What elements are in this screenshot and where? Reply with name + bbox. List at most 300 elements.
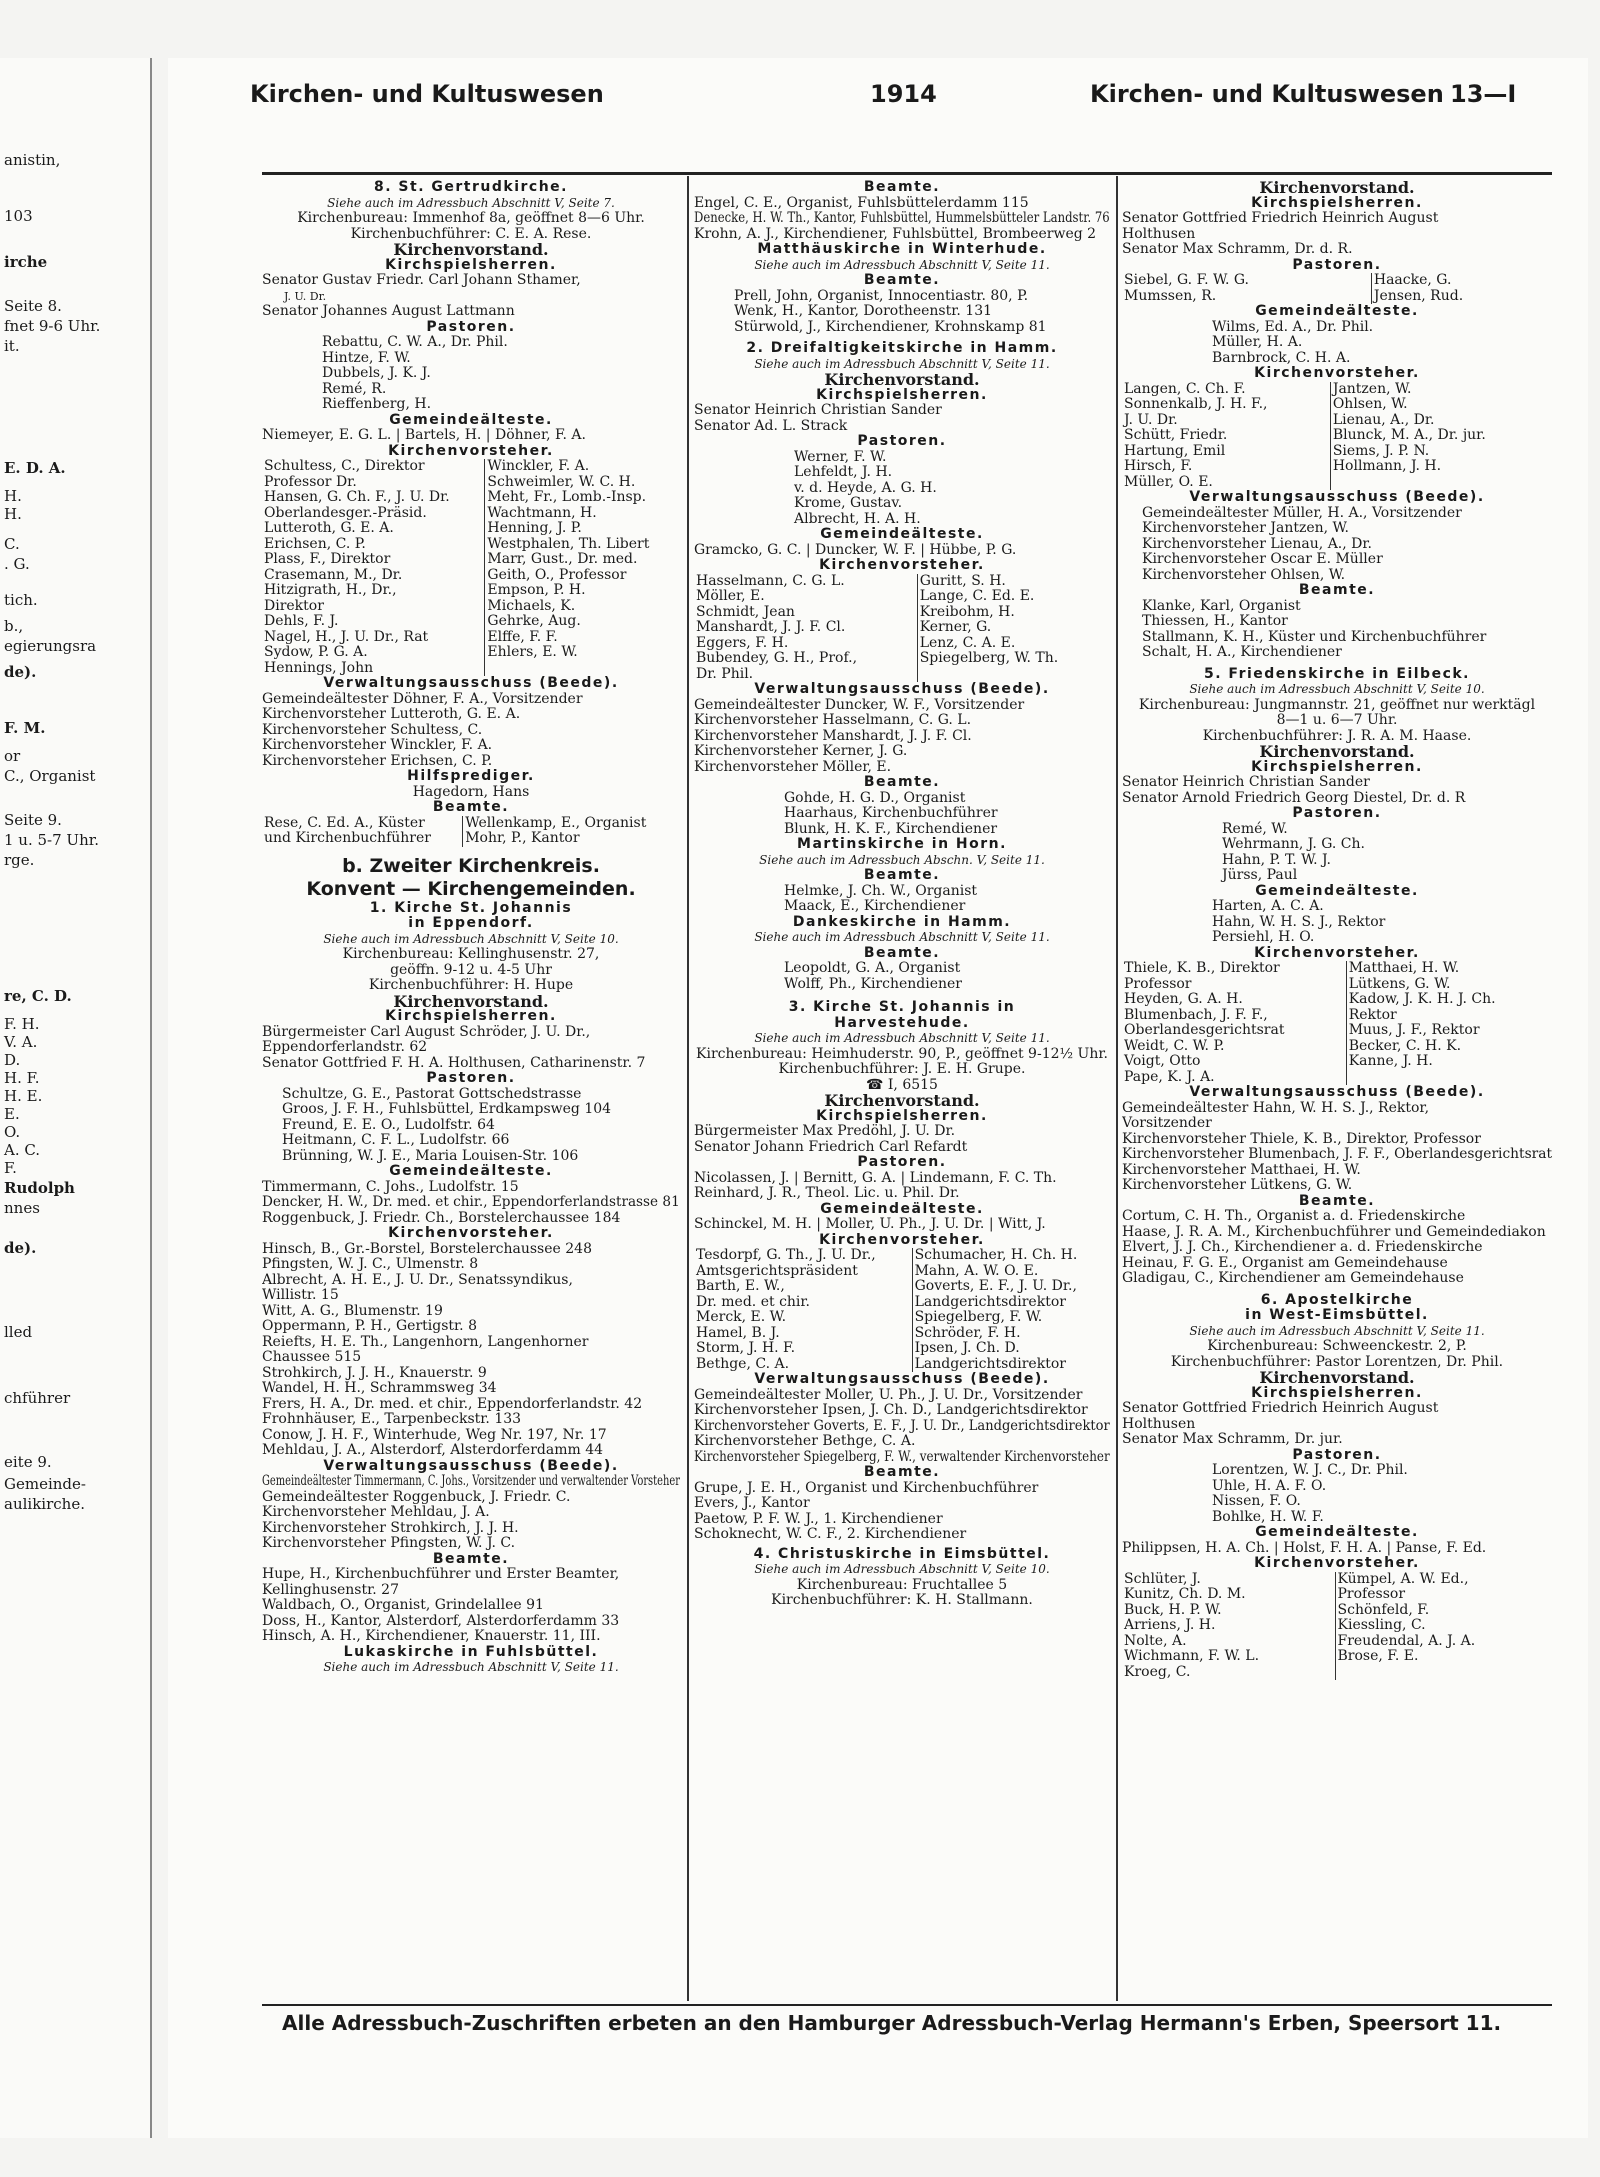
church-reference: Siehe auch im Adressbuch Abschnitt V, Seite 11. bbox=[1189, 1323, 1485, 1338]
list-entry: Gemeindeältester Döhner, F. A., Vorsitzender bbox=[262, 690, 583, 707]
list-entry: Kirchenvorsteher Lienau, A., Dr. bbox=[1142, 535, 1372, 552]
list-entry: Wehrmann, J. G. Ch. bbox=[1222, 836, 1365, 852]
entry-line: J. U. Dr. bbox=[284, 289, 327, 303]
list-entry: Professor bbox=[1124, 975, 1192, 992]
fragment-line: Seite 8. bbox=[4, 297, 62, 315]
list-entry: Landgerichtsdirektor bbox=[912, 1357, 1110, 1373]
list-entry: Henning, J. P. bbox=[485, 521, 680, 537]
list-entry: Jensen, Rud. bbox=[1371, 289, 1552, 305]
list-entry: Kadow, J. K. H. J. Ch. bbox=[1346, 992, 1552, 1008]
name-list bbox=[1122, 1101, 1552, 1194]
list-entry: Kirchenvorsteher Pfingsten, W. J. C. bbox=[262, 1535, 516, 1551]
list-entry: Goverts, E. F., J. U. Dr., bbox=[912, 1279, 1110, 1295]
name-list bbox=[1122, 775, 1552, 806]
church-reference: Siehe auch im Adressbuch Abschnitt V, Seite 11. bbox=[754, 356, 1050, 371]
fragment-line: Gemeinde- bbox=[4, 1475, 86, 1493]
subsection-heading: Kirchenvorsteher. bbox=[819, 557, 985, 573]
two-column-list bbox=[262, 816, 680, 847]
list-entry: Barnbrock, C. H. A. bbox=[1212, 349, 1351, 366]
list-entry: Crasemann, M., Dr. bbox=[264, 566, 403, 583]
list-entry: Werner, F. W. bbox=[794, 448, 887, 465]
list-entry: Bethge, C. A. bbox=[696, 1355, 790, 1372]
column-2 bbox=[694, 180, 1110, 2000]
list-entry: Kanne, J. H. bbox=[1346, 1054, 1552, 1070]
list-entry: Amtsgerichtspräsident bbox=[696, 1262, 858, 1279]
list-entry: Hitzigrath, H., Dr., bbox=[264, 582, 397, 598]
name-list bbox=[262, 1242, 680, 1459]
name-list bbox=[694, 1481, 1110, 1543]
fragment-line: lled bbox=[4, 1323, 33, 1341]
list-entry: Schultze, G. E., Pastorat Gottschedstrasse bbox=[282, 1085, 582, 1102]
subsection-heading: Pastoren. bbox=[1292, 256, 1382, 273]
list-entry: Kirchenvorsteher Kerner, J. G. bbox=[694, 743, 908, 759]
fragment-line: E. bbox=[4, 1105, 20, 1123]
entry-line: Philippsen, H. A. Ch. | Holst, F. H. A. | Panse, F. Ed. bbox=[1122, 1539, 1487, 1556]
column-divider-2 bbox=[1116, 176, 1118, 2001]
list-entry: Langen, C. Ch. F. bbox=[1124, 380, 1246, 397]
list-entry: Hennings, John bbox=[264, 659, 374, 676]
fragment-line: or bbox=[4, 747, 21, 765]
list-entry: Siems, J. P. N. bbox=[1330, 444, 1552, 460]
column-divider-1 bbox=[687, 176, 689, 2001]
list-entry: Elffe, F. F. bbox=[485, 630, 680, 646]
name-list bbox=[1122, 506, 1552, 584]
two-column-list bbox=[1122, 382, 1552, 491]
fragment-line: V. A. bbox=[4, 1033, 38, 1051]
list-entry: Gemeindeältester Timmermann, C. Johs., Vorsitzender und verwaltender Vorsteher bbox=[262, 1473, 680, 1489]
list-entry: Gemeindeältester Duncker, W. F., Vorsitzender bbox=[694, 696, 1025, 713]
list-entry: Freund, E. E. O., Ludolfstr. 64 bbox=[282, 1116, 495, 1133]
list-entry: Dr. med. et chir. bbox=[696, 1293, 811, 1310]
two-column-list bbox=[694, 574, 1110, 683]
list-entry: Senator Max Schramm, Dr. jur. bbox=[1122, 1431, 1343, 1447]
two-column-list bbox=[1122, 1572, 1552, 1681]
list-entry: Kirchenvorsteher Winckler, F. A. bbox=[262, 737, 493, 753]
list-entry: Paetow, P. F. W. J., 1. Kirchendiener bbox=[694, 1510, 943, 1527]
subsection-heading: Pastoren. bbox=[857, 1154, 947, 1170]
list-entry: Rebattu, C. W. A., Dr. Phil. bbox=[322, 334, 508, 350]
name-list bbox=[262, 1567, 680, 1645]
list-entry: Ohlsen, W. bbox=[1330, 397, 1552, 413]
church-reference: Siehe auch im Adressbuch Abschnitt V, Seite 10. bbox=[1189, 682, 1485, 696]
name-list bbox=[262, 692, 680, 770]
two-column-list bbox=[1122, 961, 1552, 1085]
subsection-heading: Kirchenvorsteher. bbox=[819, 1231, 985, 1248]
list-entry: Ipsen, J. Ch. D. bbox=[912, 1341, 1110, 1357]
list-entry: Hirsch, F. bbox=[1124, 458, 1193, 474]
church-bookkeeper: Kirchenbuchführer: J. R. A. M. Haase. bbox=[1202, 727, 1472, 744]
list-entry: Kirchenvorsteher Schultess, C. bbox=[262, 721, 483, 738]
list-entry: Kirchenvorsteher Erichsen, C. P. bbox=[262, 752, 493, 769]
list-entry: Jürss, Paul bbox=[1222, 867, 1298, 883]
list-entry: Heinau, F. G. E., Organist am Gemeindehause bbox=[1122, 1254, 1448, 1271]
list-entry: Schumacher, H. Ch. H. bbox=[912, 1248, 1110, 1264]
church-title: 5. Friedenskirche in Eilbeck. bbox=[1203, 665, 1470, 682]
list-entry: Waldbach, O., Organist, Grindelallee 91 bbox=[262, 1597, 544, 1613]
list-entry: Albrecht, H. A. H. bbox=[794, 510, 921, 527]
church-reference: Siehe auch im Adressbuch Abschnitt V, Seite 7. bbox=[327, 195, 615, 210]
list-entry: Kümpel, A. W. Ed., bbox=[1335, 1572, 1552, 1588]
list-entry: Stallmann, K. H., Küster und Kirchenbuchführer bbox=[1142, 628, 1487, 645]
list-entry: Arriens, J. H. bbox=[1124, 1617, 1216, 1633]
fragment-line: egierungsra bbox=[4, 637, 97, 655]
subsection-heading: Beamte. bbox=[1298, 582, 1376, 598]
subsection-heading: Gemeindeälteste. bbox=[389, 1163, 553, 1179]
subsection-heading: Beamte. bbox=[432, 799, 510, 815]
list-entry: Hansen, G. Ch. F., J. U. Dr. bbox=[264, 489, 450, 505]
fragment-line: fnet 9-6 Uhr. bbox=[4, 317, 101, 335]
name-list bbox=[694, 698, 1110, 776]
name-list bbox=[694, 791, 1110, 838]
list-entry: Wenk, H., Kantor, Dorotheenstr. 131 bbox=[734, 303, 993, 319]
church-title: Matthäuskirche in Winterhude. bbox=[757, 241, 1047, 257]
list-entry: Kirchenvorsteher Ipsen, J. Ch. D., Landgerichtsdirektor bbox=[694, 1402, 1088, 1418]
list-entry: Hintze, F. W. bbox=[322, 349, 411, 366]
header-year: 1914 bbox=[870, 80, 937, 108]
list-entry: Nissen, F. O. bbox=[1212, 1493, 1301, 1509]
list-entry: Uhle, H. A. F. O. bbox=[1212, 1477, 1327, 1494]
list-entry: Haarhaus, Kirchenbuchführer bbox=[784, 805, 998, 821]
subsection-heading: Verwaltungsausschuss (Beede). bbox=[1189, 489, 1485, 505]
name-list bbox=[262, 1474, 680, 1552]
list-entry: Bubendey, G. H., Prof., bbox=[696, 650, 858, 666]
fragment-line: H. F. bbox=[4, 1069, 40, 1087]
fragment-line: C. bbox=[4, 535, 20, 553]
name-list bbox=[694, 403, 1110, 434]
list-entry: Hinsch, B., Gr.-Borstel, Borstelerchaussee 248 bbox=[262, 1240, 592, 1257]
list-entry: Senator Heinrich Christian Sander bbox=[1122, 774, 1370, 790]
list-entry: Lorentzen, W. J. C., Dr. Phil. bbox=[1212, 1462, 1408, 1478]
list-entry: Kirchenvorsteher Goverts, E. F., J. U. Dr., Landgerichtsdirektor bbox=[694, 1417, 1110, 1434]
list-entry: Schweimler, W. C. H. bbox=[485, 475, 680, 491]
church-title: 1. Kirche St. Johannis bbox=[369, 899, 573, 916]
list-entry: Heitmann, C. F. L., Ludolfstr. 66 bbox=[282, 1132, 510, 1148]
list-entry: Barth, E. W., bbox=[696, 1278, 785, 1294]
fragment-line: b., bbox=[4, 617, 24, 635]
church-bookkeeper: Kirchenbuchführer: J. E. H. Grupe. bbox=[778, 1061, 1026, 1077]
list-entry: Senator Max Schramm, Dr. d. R. bbox=[1122, 241, 1353, 257]
list-entry: Gehrke, Aug. bbox=[485, 614, 680, 630]
subsection-heading: Verwaltungsausschuss (Beede). bbox=[323, 1457, 619, 1474]
subsection-heading: Pastoren. bbox=[426, 1070, 516, 1086]
list-entry: Hartung, Emil bbox=[1124, 442, 1226, 459]
header-rule bbox=[262, 172, 1552, 175]
list-entry: Nolte, A. bbox=[1124, 1632, 1187, 1649]
list-entry: Dubbels, J. K. J. bbox=[322, 365, 431, 381]
section-heading: Kirchenvorstand. bbox=[1259, 180, 1415, 197]
list-entry: Hollmann, J. H. bbox=[1330, 459, 1552, 475]
list-entry: Professor bbox=[1335, 1587, 1552, 1603]
subsection-heading: Kirchspielsherren. bbox=[1251, 1384, 1423, 1401]
church-title: in West-Eimsbüttel. bbox=[1245, 1307, 1429, 1323]
footer-rule bbox=[262, 2004, 1552, 2006]
list-entry: Merck, E. W. bbox=[696, 1309, 787, 1325]
name-list bbox=[694, 289, 1110, 336]
two-column-list bbox=[694, 1248, 1110, 1372]
subsection-heading: Gemeindeälteste. bbox=[820, 1200, 984, 1217]
entry-line: Niemeyer, E. G. L. | Bartels, H. | Döhner, F. A. bbox=[262, 427, 586, 443]
list-entry: Manshardt, J. J. F. Cl. bbox=[696, 619, 846, 635]
list-entry: Schalt, H. A., Kirchendiener bbox=[1142, 644, 1342, 660]
list-entry: Gemeindeältester Moller, U. Ph., J. U. Dr., Vorsitzender bbox=[694, 1386, 1083, 1403]
church-title: 4. Christuskirche in Eimsbüttel. bbox=[753, 1545, 1051, 1562]
name-list bbox=[1122, 899, 1552, 946]
church-bookkeeper: Kirchenbuchführer: H. Hupe bbox=[368, 977, 574, 993]
list-entry: Hinsch, A. H., Kirchendiener, Knauerstr. 11, III. bbox=[262, 1628, 601, 1644]
name-list bbox=[694, 884, 1110, 915]
subsection-heading: Kirchenvorsteher. bbox=[388, 442, 554, 459]
church-bookkeeper: Kirchenbuchführer: Pastor Lorentzen, Dr. Phil. bbox=[1170, 1353, 1504, 1370]
list-entry: Schultess, C., Direktor bbox=[264, 458, 425, 474]
list-entry: Bürgermeister Carl August Schröder, J. U. Dr., bbox=[262, 1023, 591, 1040]
list-entry: Kirchenvorsteher Möller, E. bbox=[694, 758, 892, 775]
fragment-line: rge. bbox=[4, 851, 35, 869]
fragment-line: 103 bbox=[4, 207, 33, 225]
church-reference: Siehe auch im Adressbuch Abschnitt V, Seite 11. bbox=[754, 257, 1050, 272]
list-entry: v. d. Heyde, A. G. H. bbox=[794, 479, 937, 496]
list-entry: Mehldau, J. A., Alsterdorf, Alsterdorferdamm 44 bbox=[262, 1442, 604, 1458]
church-title: 3. Kirche St. Johannis in bbox=[788, 999, 1016, 1015]
list-entry: Mahn, A. W. O. E. bbox=[912, 1264, 1110, 1280]
list-entry: Kellinghusenstr. 27 bbox=[262, 1581, 399, 1598]
list-entry: Senator Gottfried F. H. A. Holthusen, Catharinenstr. 7 bbox=[262, 1054, 646, 1071]
list-entry: Cortum, C. H. Th., Organist a. d. Friedenskirche bbox=[1122, 1208, 1466, 1224]
list-entry: Heyden, G. A. H. bbox=[1124, 991, 1243, 1007]
name-list bbox=[694, 450, 1110, 528]
two-column-list bbox=[262, 459, 680, 676]
list-entry: Thiele, K. B., Direktor bbox=[1124, 960, 1280, 976]
fragment-line: F. H. bbox=[4, 1015, 40, 1033]
list-entry: Müller, O. E. bbox=[1124, 473, 1213, 490]
list-entry: Elvert, J. J. Ch., Kirchendiener a. d. Friedenskirche bbox=[1122, 1239, 1483, 1255]
list-entry: Empson, P. H. bbox=[485, 583, 680, 599]
subsection-heading: Pastoren. bbox=[426, 318, 516, 335]
subsection-heading: Kirchenvorsteher. bbox=[388, 1225, 554, 1241]
church-bureau: Kirchenbureau: Fruchtallee 5 bbox=[796, 1576, 1008, 1593]
section-heading: Kirchenvorstand. bbox=[1259, 1368, 1415, 1387]
list-entry: Spiegelberg, F. W. bbox=[912, 1310, 1110, 1326]
church-bureau: Kirchenbureau: Schweenckestr. 2, P. bbox=[1207, 1338, 1467, 1354]
subsection-heading: Pastoren. bbox=[1292, 1446, 1382, 1463]
list-entry: Müller, H. A. bbox=[1212, 334, 1303, 350]
fragment-line: de). bbox=[4, 1239, 37, 1257]
list-entry: Nagel, H., J. U. Dr., Rat bbox=[264, 628, 429, 645]
list-entry: Holthusen bbox=[1122, 1415, 1196, 1432]
list-entry: Witt, A. G., Blumenstr. 19 bbox=[262, 1302, 443, 1319]
list-entry: Oppermann, P. H., Gertigstr. 8 bbox=[262, 1318, 477, 1334]
subsection-heading: Beamte. bbox=[863, 867, 941, 883]
subsection-heading: Beamte. bbox=[863, 774, 941, 790]
list-entry: Schoknecht, W. C. F., 2. Kirchendiener bbox=[694, 1526, 967, 1542]
list-entry: Nicolassen, J. | Bernitt, G. A. | Lindemann, F. C. Th. bbox=[694, 1169, 1057, 1186]
fragment-line: O. bbox=[4, 1123, 21, 1141]
fragment-line: F. bbox=[4, 1159, 17, 1177]
name-list bbox=[262, 1087, 680, 1165]
church-title: Harvestehude. bbox=[834, 1014, 970, 1031]
fragment-line: irche bbox=[4, 253, 48, 271]
fragment-line: eite 9. bbox=[4, 1453, 52, 1471]
church-reference: Siehe auch im Adressbuch Abschnitt V, Seite 11. bbox=[323, 1660, 619, 1674]
list-entry: Direktor bbox=[264, 597, 324, 614]
list-entry: Gemeindeältester Müller, H. A., Vorsitzender bbox=[1142, 504, 1462, 521]
fragment-line: Seite 9. bbox=[4, 811, 62, 829]
list-entry: Persiehl, H. O. bbox=[1212, 929, 1315, 945]
name-list bbox=[1122, 211, 1552, 258]
church-bureau: geöffn. 9-12 u. 4-5 Uhr bbox=[390, 961, 552, 978]
subsection-heading: Verwaltungsausschuss (Beede). bbox=[754, 681, 1050, 697]
list-entry: Sydow, P. G. A. bbox=[264, 644, 368, 660]
fragment-line: re, C. D. bbox=[4, 987, 72, 1005]
fragment-line: H. E. bbox=[4, 1087, 43, 1105]
section-heading: Kirchenvorstand. bbox=[1259, 742, 1415, 761]
name-list bbox=[694, 1388, 1110, 1466]
list-entry: Albrecht, A. H. E., J. U. Dr., Senatssyndikus, bbox=[262, 1271, 573, 1288]
list-entry bbox=[485, 661, 680, 677]
list-entry: Krohn, A. J., Kirchendiener, Fuhlsbüttel, Brombeerweg 2 bbox=[694, 225, 1097, 242]
name-list bbox=[694, 196, 1110, 243]
list-entry: Geith, O., Professor bbox=[485, 568, 680, 584]
list-entry: Lutteroth, G. E. A. bbox=[264, 520, 394, 536]
list-entry: Grupe, J. E. H., Organist und Kirchenbuchführer bbox=[694, 1479, 1039, 1496]
list-entry: Kirchenvorsteher Jantzen, W. bbox=[1142, 520, 1349, 536]
list-entry: Hamel, B. J. bbox=[696, 1324, 780, 1341]
name-list bbox=[1122, 822, 1552, 884]
list-entry: Ehlers, E. W. bbox=[485, 645, 680, 661]
list-entry: Blunk, H. K. F., Kirchendiener bbox=[784, 820, 998, 837]
list-entry: Meht, Fr., Lomb.-Insp. bbox=[485, 490, 680, 506]
section-heading: Kirchenvorstand. bbox=[393, 991, 549, 1011]
subsection-heading: Beamte. bbox=[1298, 1192, 1376, 1209]
fragment-line: . G. bbox=[4, 555, 30, 573]
list-entry: Professor Dr. bbox=[264, 473, 357, 490]
district-heading: b. Zweiter Kirchenkreis. bbox=[342, 854, 600, 877]
list-entry: Harten, A. C. A. bbox=[1212, 898, 1324, 914]
list-entry: Doss, H., Kantor, Alsterdorf, Alsterdorferdamm 33 bbox=[262, 1612, 620, 1629]
list-entry: Michaels, K. bbox=[485, 599, 680, 615]
entry-line: Gramcko, G. C. | Duncker, W. F. | Hübbe, P. G. bbox=[694, 541, 1017, 558]
subsection-heading: Kirchspielsherren. bbox=[816, 386, 988, 403]
fragment-line: anistin, bbox=[4, 151, 61, 169]
list-entry: Kirchenvorsteher Mehldau, J. A. bbox=[262, 1504, 490, 1520]
list-entry: Engel, C. E., Organist, Fuhlsbüttelerdamm 115 bbox=[694, 194, 1029, 211]
church-bureau: Kirchenbureau: Jungmannstr. 21, geöffnet nur werktägl bbox=[1138, 696, 1536, 713]
subsection-heading: Kirchenvorsteher. bbox=[1254, 944, 1420, 961]
list-entry: Buck, H. P. W. bbox=[1124, 1601, 1222, 1618]
list-entry: Blunck, M. A., Dr. jur. bbox=[1330, 428, 1552, 444]
list-entry: Dehls, F. J. bbox=[264, 613, 339, 629]
name-list bbox=[1122, 320, 1552, 367]
section-heading: Kirchenvorstand. bbox=[824, 370, 980, 389]
list-entry: Roggenbuck, J. Friedr. Ch., Borstelerchaussee 184 bbox=[262, 1209, 621, 1226]
list-entry: Siebel, G. F. W. G. bbox=[1124, 272, 1249, 288]
subsection-heading: Gemeindeälteste. bbox=[1255, 882, 1419, 899]
entry-line: Senator Johannes August Lattmann bbox=[262, 303, 515, 319]
church-reference: Siehe auch im Adressbuch Abschn. V, Seite 11. bbox=[759, 852, 1045, 867]
list-entry: Lenz, C. A. E. bbox=[917, 636, 1110, 652]
subsection-heading: Kirchspielsherren. bbox=[1251, 194, 1423, 211]
list-entry: Kirchenvorsteher Bethge, C. A. bbox=[694, 1433, 916, 1449]
church-reference: Siehe auch im Adressbuch Abschnitt V, Seite 11. bbox=[754, 1031, 1050, 1045]
church-reference: Siehe auch im Adressbuch Abschnitt V, Seite 10. bbox=[754, 1562, 1050, 1576]
list-entry: Wilms, Ed. A., Dr. Phil. bbox=[1212, 318, 1374, 335]
list-entry: Reinhard, J. R., Theol. Lic. u. Phil. Dr. bbox=[694, 1185, 960, 1201]
list-entry: Schönfeld, F. bbox=[1335, 1603, 1552, 1619]
list-entry: Spiegelberg, W. Th. bbox=[917, 651, 1110, 667]
list-entry: Reiefts, H. E. Th., Langenhorn, Langenhorner bbox=[262, 1333, 589, 1350]
list-entry: Guritt, S. H. bbox=[917, 574, 1110, 590]
list-entry: Kirchenvorsteher Hasselmann, C. G. L. bbox=[694, 712, 972, 728]
list-entry: Senator Ad. L. Strack bbox=[694, 417, 848, 434]
list-entry: Timmermann, C. Johs., Ludolfstr. 15 bbox=[262, 1178, 519, 1195]
list-entry: Kirchenvorsteher Thiele, K. B., Direktor, Professor bbox=[1122, 1130, 1481, 1147]
church-title: Lukaskirche in Fuhlsbüttel. bbox=[343, 1643, 599, 1660]
two-column-list bbox=[1122, 273, 1552, 304]
subsection-heading: Kirchspielsherren. bbox=[1251, 758, 1423, 775]
list-entry: Hasselmann, C. G. L. bbox=[696, 572, 845, 589]
list-entry: Holthusen bbox=[1122, 225, 1196, 242]
subsection-heading: Kirchspielsherren. bbox=[385, 1008, 557, 1024]
list-entry: Kreibohm, H. bbox=[917, 605, 1110, 621]
list-entry: Schlüter, J. bbox=[1124, 1570, 1201, 1587]
list-entry: Oberlandesgerichtsrat bbox=[1124, 1022, 1285, 1038]
list-entry: Rektor bbox=[1346, 1008, 1552, 1024]
list-entry bbox=[1330, 475, 1552, 491]
subsection-heading: Kirchspielsherren. bbox=[385, 256, 557, 273]
list-entry: Conow, J. H. F., Winterhude, Weg Nr. 197, Nr. 17 bbox=[262, 1426, 607, 1443]
entry-line: Schinckel, M. H. | Moller, U. Ph., J. U. Dr. | Witt, J. bbox=[694, 1216, 1046, 1232]
list-entry: Groos, J. F. H., Fuhlsbüttel, Erdkampsweg 104 bbox=[282, 1101, 612, 1117]
list-entry: Wachtmann, H. bbox=[485, 506, 680, 522]
list-entry: Lehfeldt, J. H. bbox=[794, 464, 893, 480]
name-list bbox=[694, 1124, 1110, 1155]
name-list bbox=[1122, 1209, 1552, 1287]
name-list bbox=[1122, 599, 1552, 661]
list-entry: Stürwold, J., Kirchendiener, Krohnskamp 81 bbox=[734, 318, 1047, 335]
list-entry: Gohde, H. G. D., Organist bbox=[784, 789, 966, 806]
fragment-line: D. bbox=[4, 1051, 21, 1069]
list-entry: Haase, J. R. A. M., Kirchenbuchführer und Gemeindediakon bbox=[1122, 1223, 1546, 1240]
fragment-line: Rudolph bbox=[4, 1179, 75, 1197]
fragment-line: aulikirche. bbox=[4, 1495, 85, 1513]
church-reference: Siehe auch im Adressbuch Abschnitt V, Seite 11. bbox=[754, 930, 1050, 944]
previous-page-fragment bbox=[0, 58, 152, 2138]
list-entry: Brünning, W. J. E., Maria Louisen-Str. 106 bbox=[282, 1147, 579, 1164]
list-entry bbox=[917, 667, 1110, 683]
list-entry: Mohr, P., Kantor bbox=[463, 831, 680, 847]
church-bureau: Kirchenbureau: Kellinghusenstr. 27, bbox=[342, 946, 600, 962]
list-entry: Frohnhäuser, E., Tarpenbeckstr. 133 bbox=[262, 1411, 522, 1427]
list-entry: Voigt, Otto bbox=[1124, 1053, 1201, 1069]
list-entry: Vorsitzender bbox=[1122, 1115, 1212, 1131]
district-subheading: Konvent — Kirchengemeinden. bbox=[306, 877, 636, 900]
list-entry: Gemeindeältester Hahn, W. H. S. J., Rektor, bbox=[1122, 1099, 1430, 1116]
list-entry: Chaussee 515 bbox=[262, 1349, 362, 1365]
entry-line: Senator Gustav Friedr. Carl Johann Sthamer, bbox=[262, 272, 581, 288]
list-entry: Dencker, H. W., Dr. med. et chir., Eppendorferlandstrasse 81 bbox=[262, 1194, 680, 1210]
list-entry: Matthaei, H. W. bbox=[1346, 961, 1552, 977]
subsection-heading: Verwaltungsausschuss (Beede). bbox=[323, 675, 619, 691]
list-entry: Lütkens, G. W. bbox=[1346, 977, 1552, 993]
subsection-heading: Beamte. bbox=[863, 272, 941, 288]
church-bureau: Kirchenbureau: Immenhof 8a, geöffnet 8—6 Uhr. bbox=[297, 210, 645, 226]
list-entry: Freudendal, A. J. A. bbox=[1335, 1634, 1552, 1650]
list-entry: Gladigau, C., Kirchendiener am Gemeindehause bbox=[1122, 1270, 1464, 1286]
church-title: in Eppendorf. bbox=[408, 915, 534, 931]
subsection-heading: Beamte. bbox=[863, 180, 941, 195]
list-entry: Marr, Gust., Dr. med. bbox=[485, 552, 680, 568]
list-entry: Senator Heinrich Christian Sander bbox=[694, 402, 942, 418]
list-entry: Kiessling, C. bbox=[1335, 1618, 1552, 1634]
